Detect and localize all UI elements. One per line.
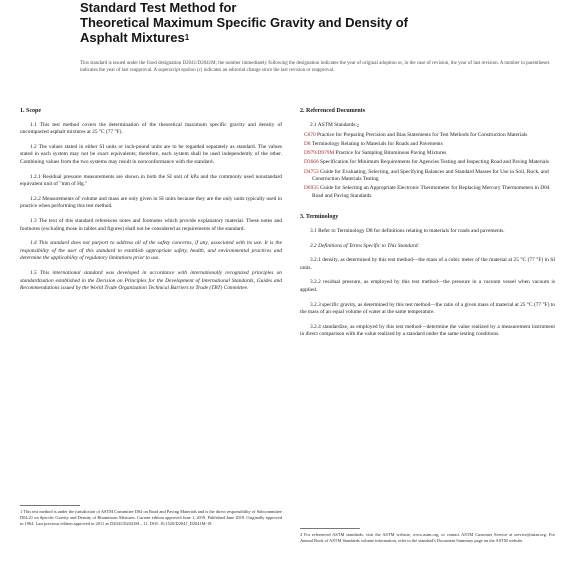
section-heading-scope: 1. Scope [20, 108, 41, 114]
definition: 3.2.1 density, as determined by this test method—the mass of a cubic meter of the material at 25 °C (77 °F) in SI units. [300, 257, 555, 271]
paragraph: 1.2.2 Measurements of volume and mass are only given in SI units because they are the only units typically used in practice when performing this test method. [20, 195, 282, 210]
designation-notice: This standard is issued under the fixed designation D2041/D2041M; the number immediately following the designation indicates the year of original adoption or, in the case of revision, the year of last revision. A number in parentheses indicates the year of last reapproval. A superscript epsilon (ε) indicates an editorial change since the last revision or reapproval. [80, 61, 550, 73]
title-line: Standard Test Method for [80, 0, 237, 15]
footnote-right: 2 For referenced ASTM standards, visit the ASTM website, www.astm.org, or contact ASTM Customer Service at service@astm.org. For Annual Book of ASTM Standards volume information, refer to the standard's Document Summary page on the ASTM website. [300, 532, 555, 543]
paragraph: 3.1 Refer to Terminology D8 for definitions relating to materials for roads and pavements. [310, 228, 505, 235]
reference-link[interactable]: D8 [304, 141, 311, 148]
reference-item: D4753 Guide for Evaluating, Selecting, and Specifying Balances and Standard Masses for Use in Soil, Rock, and Construction Materials Testing [304, 168, 549, 183]
title-line: Theoretical Maximum Specific Gravity and Density of [80, 15, 408, 30]
definition: 3.2.3 specific gravity, as determined by this test method—the ratio of a given mass of material at 25 °C (77 °F) to the mass of an equal volume of water at the same temperature. [300, 301, 555, 316]
reference-item: D979/D979M Practice for Sampling Bituminous Paving Mixtures [304, 150, 447, 157]
reference-link[interactable]: C670 [304, 132, 316, 139]
footnote-marker: 2 [356, 122, 359, 128]
footnote-rule [300, 528, 360, 529]
paragraph: 1.1 This test method covers the determination of the theoretical maximum specific gravity and density of uncompacted asphalt mixtures at 25 °C (77 °F). [20, 121, 282, 136]
title-line: Asphalt Mixtures$^1$ [80, 30, 190, 45]
section-heading-terminology: 3. Terminology [300, 214, 339, 221]
paragraph: 1.3 The text of this standard references notes and footnotes which provide explanatory material. These notes and footnotes (excluding those in tables and figures) shall not be considered as requirements of the standard. [20, 217, 282, 232]
section-heading-references: 2. Referenced Documents [300, 108, 366, 114]
footnote-rule [20, 505, 80, 506]
right-column [300, 108, 555, 346]
reference-link[interactable]: D6935 [304, 185, 319, 192]
paragraph: 1.2 The values stated in either SI units or inch-pound units are to be regarded separately as standard. The values stated in each system may not be exact equivalents; therefore, each system shall be used independently of the other. Combining values from the two systems may result in nonconformance with the standard. [20, 143, 282, 165]
paragraph-safety: 1.4 This standard does not purport to address all of the safety concerns, if any, associated with its use. It is the responsibility of the user of this standard to establish appropriate safety, health, and environmental practices and determine the applicability of regulatory limitations prior to use. [20, 240, 282, 262]
reference-link[interactable]: D3666 [304, 159, 319, 166]
definition: 3.2.2 residual pressure, as employed by this test method—the pressure in a vacuum vessel when vacuum is applied. [300, 279, 555, 293]
reference-item: C670 Practice for Preparing Precision and Bias Statements for Test Methods for Construction Materials [304, 132, 528, 139]
reference-item: D6935 Guide for Selecting an Appropriate Electronic Thermometer for Replacing Mercury Thermometers in D04 Road and Paving Standards [304, 185, 550, 199]
paragraph: 1.2.1 Residual pressure measurements are shown in both the SI unit of kPa and the commonly used nonstandard equivalent unit of "mm of Hg." [20, 173, 282, 188]
document-title [80, 0, 550, 45]
paragraph-wto: 1.5 This international standard was developed in accordance with internationally recognized principles on standardization established in the Decision on Principles for the Development of International Standards, Guides and Recommendations issued by the World Trade Organization Technical Barriers to Trade (TBT) Committee. [20, 269, 282, 292]
definition: 3.2.4 standardize, as employed by this test method—determine the value realized by a measurement instrument in direct comparison with the value realized by a standard under the same testing conditions. [300, 323, 555, 338]
reference-item: D8 Terminology Relating to Materials for Roads and Pavements [304, 141, 443, 148]
reference-link[interactable]: D979/D979M [304, 150, 335, 157]
astm-standards-line: 2.1 ASTM Standards:$^2$ [310, 121, 359, 128]
paragraph: 3.2 Definitions of Terms Specific to This Standard: [310, 242, 420, 249]
footnote-left: 1 This test method is under the jurisdiction of ASTM Committee D04 on Road and Paving Materials and is the direct responsibility of Subcommittee D04.21 on Specific Gravity and Density of Bituminous Mixtures. Current edition approved June 1, 2019. Published June 2019. Originally approved in 1964. Last previous edition approved in 2011 as D2041/D2041M – 11. DOI: 10.1520/D2041_D2041M-19. [20, 509, 282, 526]
left-column [20, 108, 282, 300]
title-footnote-marker: 1 [184, 33, 190, 42]
reference-link[interactable]: D4753 [304, 168, 319, 175]
reference-item: D3666 Specification for Minimum Requirements for Agencies Testing and Inspecting Road and Paving Materials [304, 159, 549, 166]
